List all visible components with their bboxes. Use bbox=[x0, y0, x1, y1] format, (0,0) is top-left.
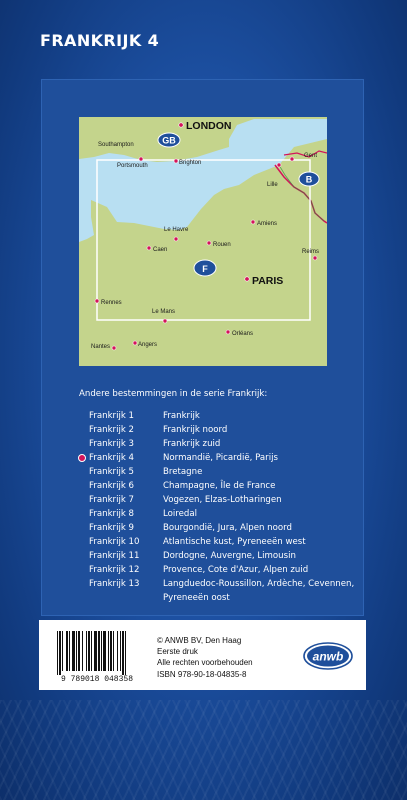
cover-title: FRANKRIJK 4 bbox=[40, 31, 160, 50]
series-region: Vogezen, Elzas-Lotharingen bbox=[163, 495, 282, 505]
city-label: Amiens bbox=[257, 221, 278, 227]
imprint-footer bbox=[39, 620, 366, 690]
series-region: Frankrijk noord bbox=[163, 425, 228, 435]
imprint-text bbox=[157, 635, 253, 680]
city-label: Rennes bbox=[101, 300, 122, 306]
series-region: Langduedoc-Roussillon, Ardèche, Cevennen, Pyreneeën oost bbox=[163, 579, 355, 603]
city-label: Portsmouth bbox=[117, 163, 148, 169]
anwb-logo bbox=[303, 641, 353, 671]
series-code: Frankrijk 11 bbox=[89, 551, 140, 561]
series-region: Frankrijk zuid bbox=[163, 439, 221, 449]
barcode bbox=[57, 631, 145, 675]
city-label: Reims bbox=[302, 249, 320, 255]
series-code: Frankrijk 13 bbox=[89, 579, 140, 589]
overview-map bbox=[79, 117, 327, 366]
series-region: Dordogne, Auvergne, Limousin bbox=[163, 551, 296, 561]
series-item bbox=[89, 493, 369, 507]
svg-text:B: B bbox=[305, 174, 313, 185]
svg-text:anwb: anwb bbox=[312, 649, 344, 664]
series-code: Frankrijk 3 bbox=[89, 439, 135, 449]
country-badge-b bbox=[299, 172, 319, 186]
city-label: Rouen bbox=[213, 242, 231, 248]
current-edition-marker-icon bbox=[78, 454, 86, 462]
series-item bbox=[89, 437, 369, 451]
country-badge-gb bbox=[158, 133, 180, 147]
series-code: Frankrijk 5 bbox=[89, 467, 135, 477]
barcode-number: 9 789018 048358 bbox=[61, 675, 134, 684]
series-code: Frankrijk 1 bbox=[89, 411, 135, 421]
city-label: Nantes bbox=[91, 344, 111, 350]
series-item bbox=[89, 479, 369, 493]
city-label: Le Havre bbox=[164, 227, 189, 233]
imprint-line: Alle rechten voorbehouden bbox=[157, 658, 253, 668]
city-label: Angers bbox=[138, 342, 158, 348]
series-region: Provence, Cote d'Azur, Alpen zuid bbox=[163, 565, 309, 575]
imprint-line: Eerste druk bbox=[157, 647, 198, 657]
series-heading: Andere bestemmingen in de serie Frankrijk: bbox=[79, 389, 268, 399]
series-item bbox=[89, 577, 369, 605]
city-label-london: LONDON bbox=[186, 120, 232, 132]
city-label: Gent bbox=[304, 153, 318, 159]
city-label: Le Mans bbox=[152, 309, 176, 315]
series-code: Frankrijk 7 bbox=[89, 495, 135, 505]
city-label-paris: PARIS bbox=[252, 275, 284, 287]
series-region: Atlantische kust, Pyreneeën west bbox=[163, 537, 306, 547]
series-region: Frankrijk bbox=[163, 411, 200, 421]
series-code: Frankrijk 2 bbox=[89, 425, 135, 435]
series-code: Frankrijk 10 bbox=[89, 537, 140, 547]
series-region: Normandië, Picardië, Parijs bbox=[163, 453, 278, 463]
series-region: Bretagne bbox=[163, 467, 203, 477]
city-label: Southampton bbox=[98, 142, 134, 148]
series-item bbox=[89, 409, 369, 423]
series-item bbox=[89, 423, 369, 437]
series-item bbox=[89, 535, 369, 549]
country-badge-f bbox=[194, 260, 216, 276]
series-item bbox=[89, 465, 369, 479]
series-region: Champagne, Île de France bbox=[163, 481, 276, 491]
series-code: Frankrijk 4 bbox=[89, 453, 135, 463]
series-list bbox=[89, 409, 369, 605]
series-item bbox=[89, 521, 369, 535]
svg-text:GB: GB bbox=[162, 135, 176, 146]
series-code: Frankrijk 9 bbox=[89, 523, 135, 533]
series-code: Frankrijk 8 bbox=[89, 509, 135, 519]
series-code: Frankrijk 12 bbox=[89, 565, 140, 575]
city-label: Brighton bbox=[179, 160, 202, 166]
series-item bbox=[89, 549, 369, 563]
city-label: Orléans bbox=[232, 331, 254, 337]
city-label: Caen bbox=[153, 247, 168, 253]
series-item bbox=[89, 563, 369, 577]
series-item bbox=[89, 507, 369, 521]
city-label: Lille bbox=[267, 182, 278, 188]
decorative-tyre-pattern bbox=[0, 700, 407, 800]
series-region: Bourgondië, Jura, Alpen noord bbox=[163, 523, 292, 533]
series-code: Frankrijk 6 bbox=[89, 481, 135, 491]
imprint-line: © ANWB BV, Den Haag bbox=[157, 636, 242, 645]
series-item-current bbox=[89, 451, 369, 465]
imprint-line: ISBN 978-90-18-04835-8 bbox=[157, 669, 247, 679]
series-region: Loiredal bbox=[163, 509, 198, 519]
svg-text:F: F bbox=[202, 264, 208, 274]
